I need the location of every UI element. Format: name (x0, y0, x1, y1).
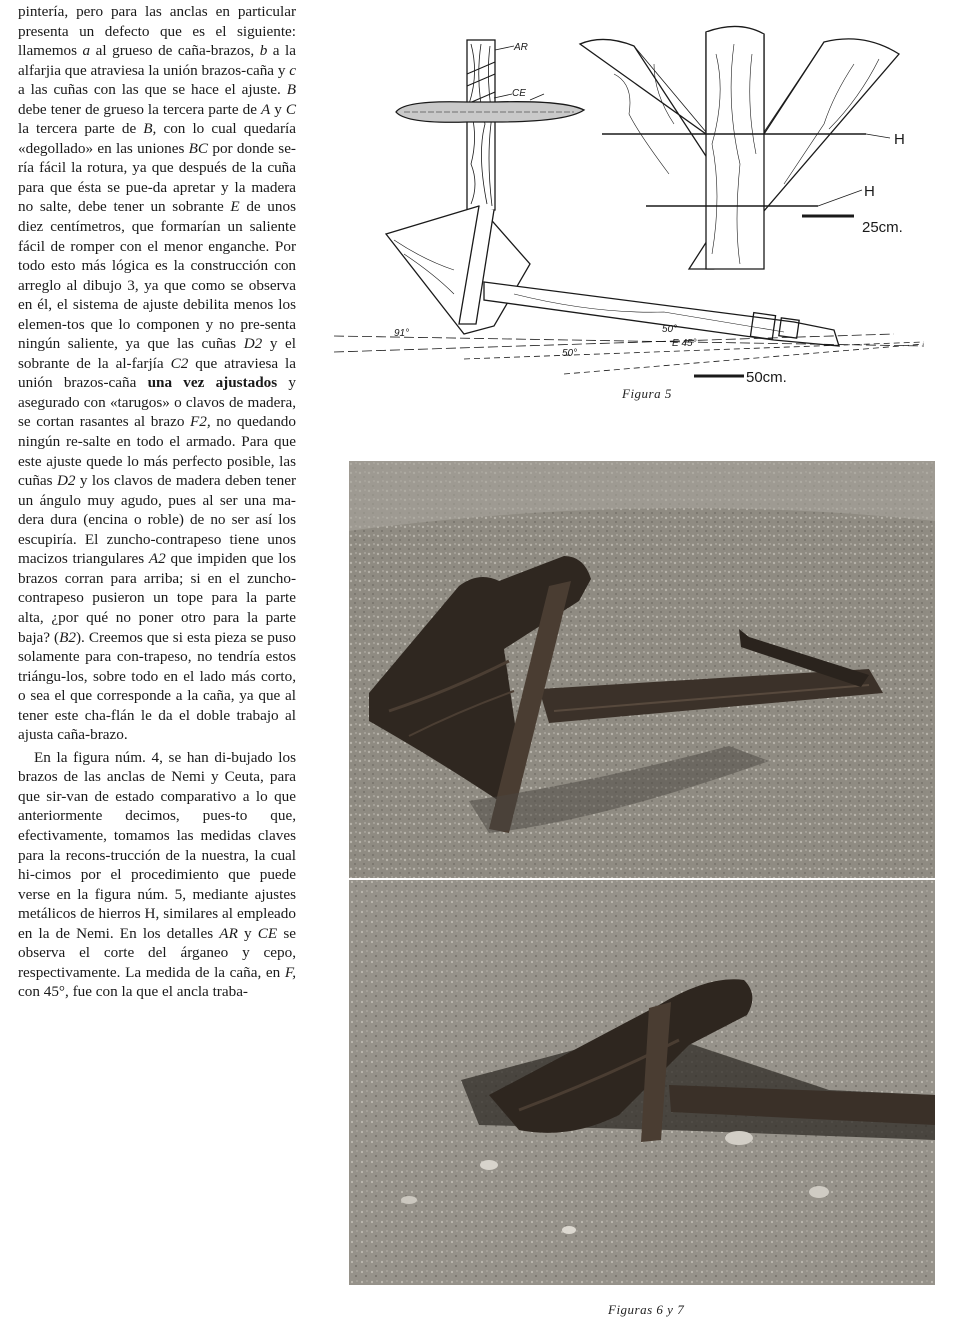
label-scale-50cm: 50cm. (746, 369, 787, 386)
shank-section-detail (467, 40, 514, 210)
label-ar: AR (514, 42, 528, 53)
figure-5-drawing (334, 14, 934, 394)
label-angle-mid: 50° (662, 324, 678, 335)
figure-7-photo (349, 880, 935, 1285)
anchor-side-view (334, 206, 924, 376)
label-e45: E 45° (672, 338, 697, 349)
paragraph-anchor-construction: pintería, pero para las anclas en particular presenta un defecto que es el siguiente: llamemos a al grueso de caña-brazos, b a la alfarjia que atraviesa la unión brazos-caña y c a las cuñas con las que se hace el ajuste. B debe tener de grueso la tercera parte de A y C la tercera parte de B, con lo cual quedaría «degollado» en las uniones BC por donde se-ría fácil la rotura, ya que después de la cuña para que ésta se pue-da apretar y la madera no salte, debe tener un sobrante E de unos diez centímetros, que formarían un saliente fácil de romper con el menor enganche. Por todo esto más lógica es la construcción con arreglo al dibujo 3, ya que como se observa en él, el sistema de ajuste debilita menos los elemen-tos que lo componen y no pre-senta ningún saliente, ya que las cuñas D2 y el sobrante de la al-farjía C2 que atraviesa la unión brazos-caña una vez ajustados y asegurado con «tarugos» o clavos de madera, se cortan rasantes al brazo F2, no quedando ningún re-salte en todo el armado. Para que este ajuste quede lo más perfecto posible, las cuñas D2 y los clavos de madera deben tener un ángulo muy agudo, pues al ser una ma-dera dura (encina o roble) de no ser así los escupiría. El zuncho-contrapeso tiene unos macizos triangulares A2 que impiden que los brazos corran para arriba; si en el zuncho-contrapeso pusieron un tope para la parte alta, ¿por qué no poner otro para la parte baja? (B2). Creemos que si esta pieza se puso solamente para con-trapeso, no tendría estos triángu-los, sobre todo en el lado más corto, o sea el que corresponde a la caña, ya que al tener este cha-flán le da el doble trabajo al ajusta caña-brazo. (18, 3, 297, 744)
label-ce: CE (512, 88, 526, 99)
article-text-column (18, 2, 296, 1002)
paragraph-figure-reference: En la figura núm. 4, se han di-bujado los brazos de las anclas de Nemi y Ceuta, para que sir-van de estado comparativo a lo que anteriormente decimos, pues-to que, efectivamente, tomamos las medidas claves para la recons-trucción de la nuestra, la cual hi-cimos por el procedimiento que puede verse en la figura núm. 5, mediante ajustes metálicos de hierros H, similares al empleado en la de Nemi. En los detalles AR y CE se observa el corte del árganeo y cepo, respectivamente. La medida de la caña, en F, con 45°, fue con la que el ancla traba- (18, 748, 297, 1001)
label-angle-left: 91° (394, 328, 410, 339)
arms-front-view (580, 26, 899, 269)
label-scale-25cm: 25cm. (862, 219, 903, 236)
figure-5-caption: Figura 5 (622, 386, 672, 401)
figures-6-7-caption: Figuras 6 y 7 (608, 1302, 685, 1317)
label-h-lower: H (864, 183, 875, 200)
label-angle-bottom: 50° (562, 348, 578, 359)
label-h-upper: H (894, 131, 905, 148)
figure-6-photo (349, 461, 935, 878)
